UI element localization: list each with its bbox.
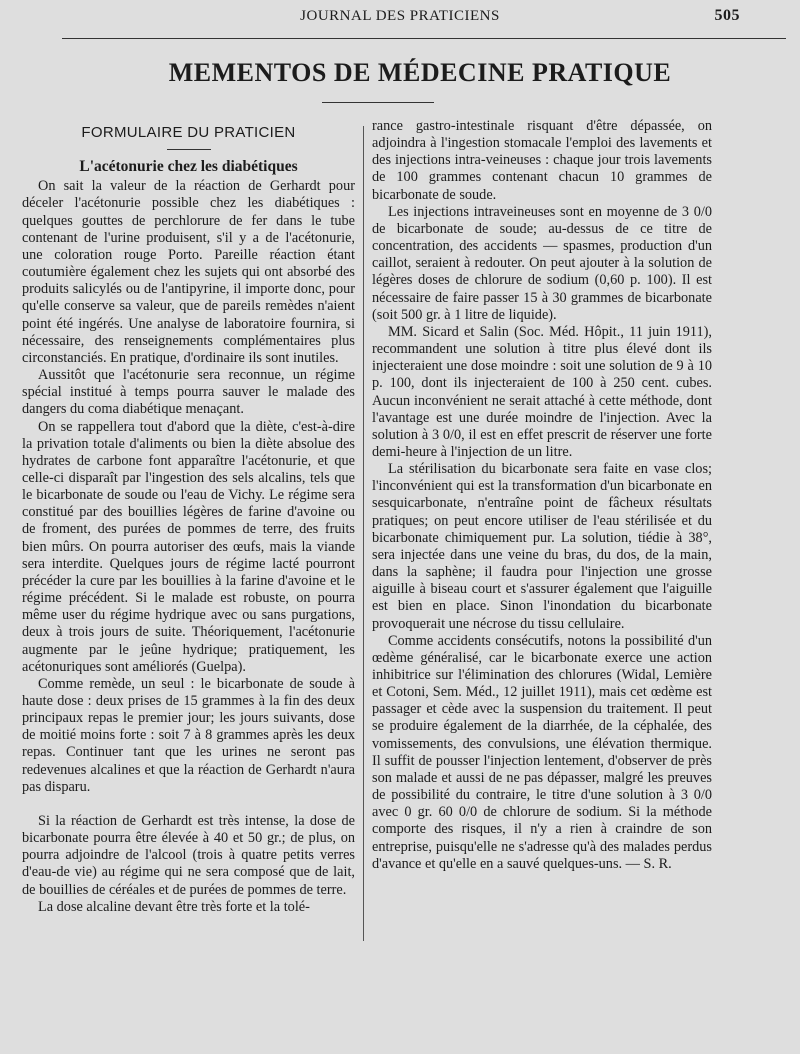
paragraph-final <box>372 633 712 873</box>
header-rule <box>62 38 786 39</box>
section-rule <box>167 149 211 150</box>
main-title: MEMENTOS DE MÉDECINE PRATIQUE <box>168 58 672 87</box>
signature: — S. R. <box>625 855 672 872</box>
page-number: 505 <box>714 7 740 24</box>
column-divider <box>363 126 364 941</box>
paragraph: On se rappellera tout d'abord que la diète, c'est-à-dire la privation totale d'aliments ou bien la diète absolue des hydrates de carbone font apparaître l'acétonurie, et que celle-ci disparaît par l'ingestion des sels alcalins, tels que le bicarbonate de soude ou l'eau de Vichy. Le régime sera constitué par des bouillies légères de farine d'avoine ou de froment, des purées de pommes de terre, des fruits bien mûrs. On pourra autoriser des œufs, mais la viande sera interdite. Quelques jours de régime lacté pourront précéder la cure par les bouillies à la farine d'avoine et le régime précédent. Si le malade est robuste, on pourra même user du régime hydrique avec ou sans purgations, deux à trois jours de suite. Théoriquement, l'acétonurie augmente par le jeûne hydrique; pratiquement, les acétonuriques sont améliorés (Guelpa). <box>22 418 355 675</box>
paragraph: La stérilisation du bicarbonate sera faite en vase clos; l'inconvénient qui est la transformation d'un bicarbonate en sesquicarbonate, n'entraîne point de fâcheux résultats pratiques; on peut encore utiliser de l'eau stérilisée et du bicarbonate chimiquement pur. La solution, tiédie à 38°, sera injectée dans une veine du bras, du dos, de la main, dans la saphène; il faudra pour l'injection une grosse aiguille à biseau court et s'assurer également que l'aiguille est bien en place. Sinon l'inondation du bicarbonate provoquerait une nécrose du tissu cellulaire. <box>372 461 712 632</box>
paragraph: rance gastro-intestinale risquant d'être dépassée, on adjoindra à l'ingestion stomacale l'emploi des lavements et des injections intra-veineuses : chaque jour trois lavements de 100 grammes contenant chacun 10 grammes de bicarbonate de soude. <box>372 118 712 203</box>
right-column <box>372 118 712 873</box>
running-header <box>60 4 740 28</box>
paragraph: Comme remède, un seul : le bicarbonate de soude à haute dose : deux prises de 15 grammes à la fin des deux principaux repas le premier jour; les jours suivants, dose de moitié moins forte : soit 7 à 8 grammes après les deux repas. Continuer tant que les urines ne seront pas redevenues alcalines et que la réaction de Gerhardt n'aura pas disparu. <box>22 675 355 795</box>
section-title: FORMULAIRE DU PRATICIEN <box>81 124 296 141</box>
paragraph-text: Comme accidents consécutifs, notons la possibilité d'un œdème généralisé, car le bicarbonate exerce une action inhibitrice sur l'élimination des chlorures (Widal, Lemière et Cotoni, Sem. Méd., 12 juillet 1911), mais cet œdème est passager et cède avec la suspension du traitement. Il peut se produire également de la diarrhée, de la céphalée, des vomissements, des convulsions, une élévation thermique. Il suffit de pousser l'injection lentement, d'observer de près son malade et aussi de ne pas dépasser, malgré les preuves de possibilité du contraire, le titre d'une solution à 3 0/0 avec 0 gr. 60 0/0 de chlorure de sodium. Si la méthode comporte des risques, il n'y a rien à craindre de son entreprise, puisqu'elle ne s'adresse qu'à des malades perdus d'avance et qu'elle en a sauvé quelques-uns. <box>372 632 712 872</box>
left-column <box>22 118 355 916</box>
paragraph: Si la réaction de Gerhardt est très intense, la dose de bicarbonate pourra être élevée à 40 et 50 gr.; de plus, on pourra adjoindre de l'alcool (trois à quatre petits verres d'eau-de vie) au régime qui ne sera composé que de lait, de bouillies de céréales et de purées de pommes de terre. <box>22 812 355 898</box>
paragraph: Les injections intraveineuses sont en moyenne de 3 0/0 de bicarbonate de soude; au-dessus de ce titre de concentration, des accidents — spasmes, production d'un caillot, seraient à redouter. On peut ajouter à la solution de légères doses de chlorure de sodium (0,60 p. 100). Il est nécessaire de faire passer 15 à 30 grammes de bicarbonate (soit 500 gr. à 1 litre de liquide). <box>372 203 712 323</box>
title-rule <box>322 102 434 103</box>
paragraph: La dose alcaline devant être très forte et la tolé- <box>38 898 310 915</box>
paragraph: MM. Sicard et Salin (Soc. Méd. Hôpit., 11 juin 1911), recommandent une solution à titre plus élevé dont ils injecteraient une dose moindre : soit une solution de 9 à 10 p. 100, dont ils injecteraient de 100 à 250 cent. cubes. Aucun inconvénient ne serait attaché à cette méthode, dont l'avantage est une durée moindre de l'injection. Avec la solution à 3 0/0, il est en effet prescrit de réserver une forte demi-heure à l'injection de un litre. <box>372 323 712 460</box>
paragraph: Aussitôt que l'acétonurie sera reconnue, un régime spécial institué à temps pourra sauver le malade des dangers du coma diabétique menaçant. <box>22 367 355 418</box>
article-title: L'acétonurie chez les diabétiques <box>79 158 298 176</box>
journal-title: JOURNAL DES PRATICIENS <box>300 8 500 24</box>
paragraph: On sait la valeur de la réaction de Gerhardt pour déceler l'acétonurie possible chez les diabétiques : quelques gouttes de perchlorure de fer dans le tube contenant de l'urine produisent, s'il y a de l'acétonurie, une coloration rouge Porto. Pareille réaction étant coutumière également chez les sujets qui ont absorbé des produits salicylés ou de l'antipyrine, il importe donc, pour qu'elle conserve sa valeur, que de pareils remèdes n'aient point été ingérés. Une analyse de laboratoire fournira, si nécessaire, des renseignements complémentaires plus circonstanciés. En pratique, d'ordinaire ils sont inutiles. <box>22 178 355 366</box>
